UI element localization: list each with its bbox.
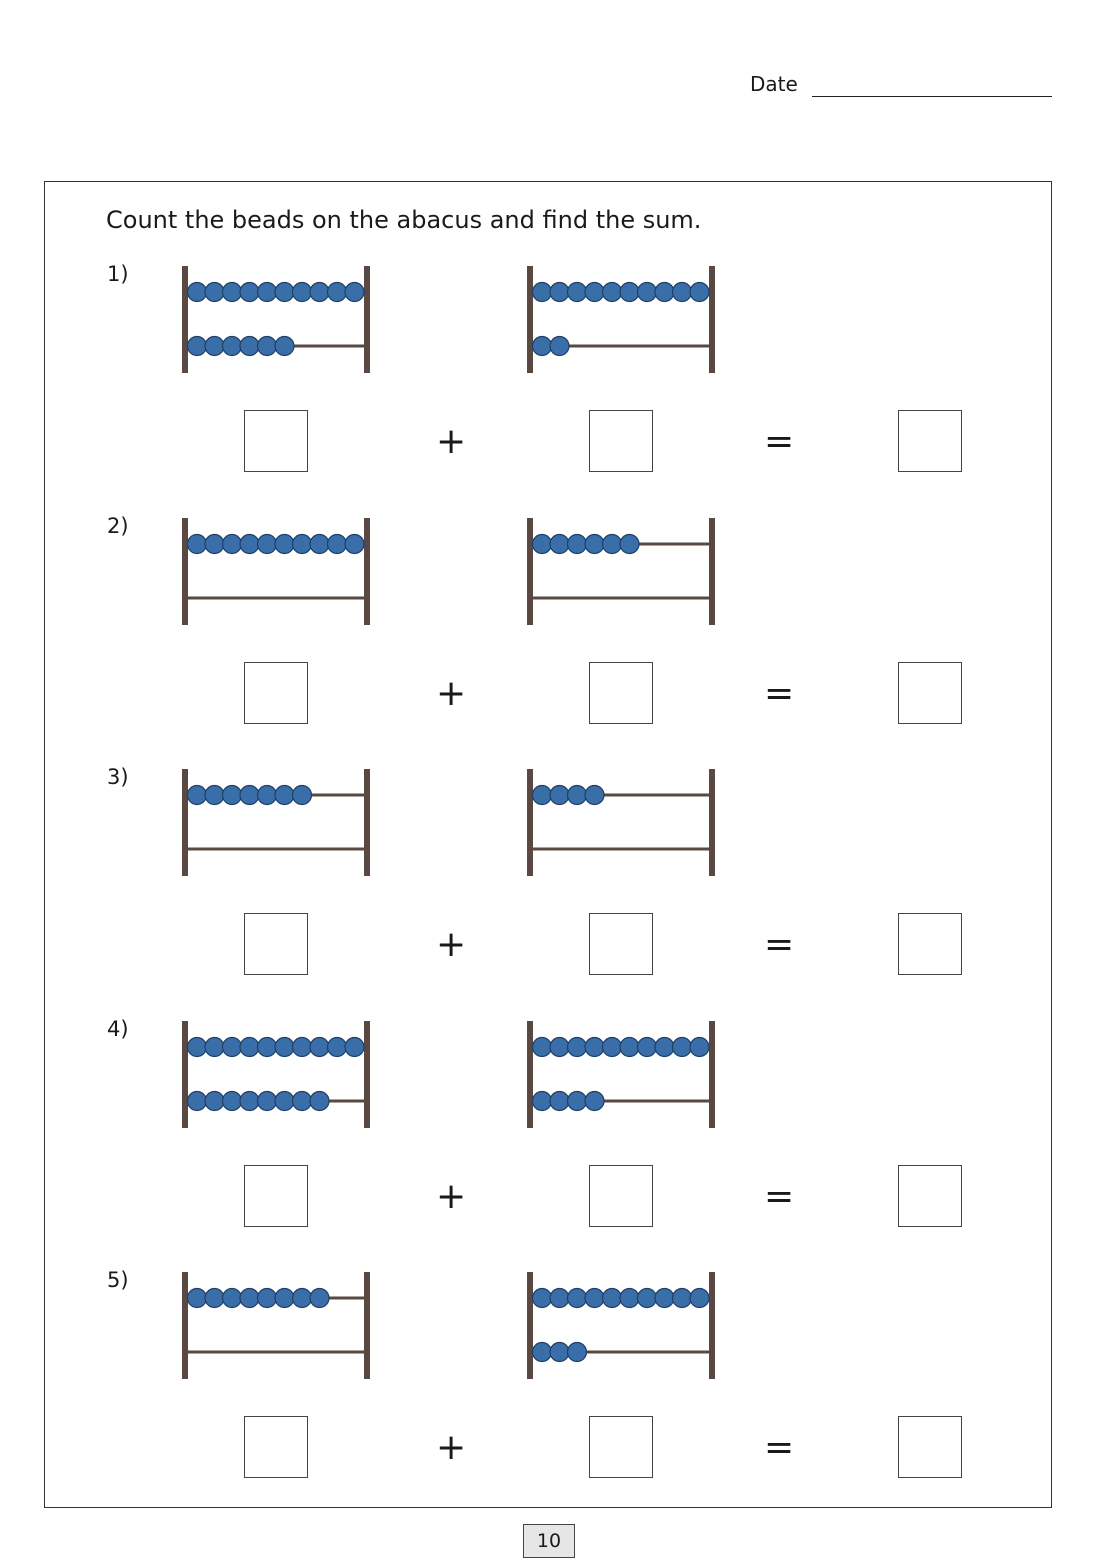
bead (258, 283, 277, 302)
bead (240, 786, 259, 805)
plus-sign: + (436, 924, 467, 965)
sum-box[interactable] (898, 1416, 962, 1478)
bead (223, 534, 242, 553)
equals-sign: = (764, 924, 795, 965)
bead (568, 1289, 587, 1308)
abacus-b-graphic (527, 262, 727, 374)
abacus-left-post (182, 769, 188, 876)
bead (188, 283, 207, 302)
plus-sign: + (436, 1175, 467, 1217)
bead (205, 1037, 224, 1056)
bead (345, 1037, 364, 1056)
abacus-left-post (182, 518, 188, 625)
date-field (750, 72, 1052, 100)
abacus-b (527, 1017, 727, 1129)
bead (533, 786, 552, 805)
bead (568, 1343, 587, 1362)
first-addend-box[interactable] (244, 1416, 308, 1478)
bead (240, 283, 259, 302)
bead (258, 1037, 277, 1056)
bead (533, 1037, 552, 1056)
second-addend-box[interactable] (589, 913, 653, 975)
sum-box[interactable] (898, 913, 962, 975)
bead (293, 283, 312, 302)
bead (655, 1037, 674, 1056)
bead (275, 1091, 294, 1110)
abacus-left-post (527, 769, 533, 876)
abacus-a-graphic (182, 514, 382, 626)
bead (585, 1289, 604, 1308)
bead (638, 283, 657, 302)
bead (275, 534, 294, 553)
bead (603, 283, 622, 302)
abacus-right-post (709, 769, 715, 876)
abacus-b (527, 1268, 727, 1380)
sum-box[interactable] (898, 1165, 962, 1227)
abacus-left-post (527, 518, 533, 625)
abacus-a (182, 1268, 382, 1380)
abacus-left-post (182, 266, 188, 373)
instruction-text: Count the beads on the abacus and find the sum. (106, 206, 702, 234)
bead (690, 1289, 709, 1308)
bead (585, 786, 604, 805)
first-addend-box[interactable] (244, 1165, 308, 1227)
first-addend-box[interactable] (244, 410, 308, 472)
abacus-b-graphic (527, 765, 727, 877)
bead (638, 1289, 657, 1308)
bead (293, 534, 312, 553)
abacus-b-graphic (527, 514, 727, 626)
first-addend-box[interactable] (244, 662, 308, 724)
bead (223, 283, 242, 302)
bead (310, 534, 329, 553)
bead (188, 1091, 207, 1110)
bead (310, 1091, 329, 1110)
bead (568, 534, 587, 553)
abacus-a-graphic (182, 262, 382, 374)
bead (223, 337, 242, 356)
second-addend-box[interactable] (589, 410, 653, 472)
abacus-b-graphic (527, 1268, 727, 1380)
bead (620, 1289, 639, 1308)
bead (585, 283, 604, 302)
bead (673, 283, 692, 302)
bead (188, 534, 207, 553)
bead (568, 283, 587, 302)
bead (310, 283, 329, 302)
date-label: Date (750, 72, 798, 96)
bead (568, 786, 587, 805)
bead (223, 1091, 242, 1110)
bead (673, 1037, 692, 1056)
abacus-a-graphic (182, 1017, 382, 1129)
abacus-left-post (182, 1272, 188, 1379)
bead (568, 1091, 587, 1110)
abacus-a (182, 262, 382, 374)
abacus-a-graphic (182, 765, 382, 877)
bead (275, 1289, 294, 1308)
bead (188, 1289, 207, 1308)
problem-number: 4) (107, 1016, 129, 1041)
abacus-b-graphic (527, 1017, 727, 1129)
bead (533, 1343, 552, 1362)
bead (293, 1037, 312, 1056)
bead (205, 1091, 224, 1110)
equals-sign: = (764, 1175, 795, 1217)
bead (223, 1289, 242, 1308)
bead (293, 1289, 312, 1308)
abacus-b (527, 514, 727, 626)
abacus-a (182, 514, 382, 626)
abacus-right-post (364, 1021, 370, 1128)
bead (240, 1091, 259, 1110)
abacus-right-post (364, 266, 370, 373)
plus-sign: + (436, 1427, 467, 1468)
bead (550, 1037, 569, 1056)
bead (258, 337, 277, 356)
abacus-right-post (709, 266, 715, 373)
bead (673, 1289, 692, 1308)
abacus-right-post (364, 518, 370, 625)
bead (205, 283, 224, 302)
abacus-right-post (364, 1272, 370, 1379)
bead (188, 1037, 207, 1056)
bead (345, 283, 364, 302)
abacus-a (182, 1017, 382, 1129)
problem-number: 2) (107, 513, 129, 538)
bead (328, 283, 347, 302)
bead (275, 786, 294, 805)
bead (328, 534, 347, 553)
first-addend-box[interactable] (244, 913, 308, 975)
bead (533, 1091, 552, 1110)
second-addend-box[interactable] (589, 662, 653, 724)
bead (275, 283, 294, 302)
bead (293, 786, 312, 805)
bead (205, 786, 224, 805)
bead (585, 1037, 604, 1056)
abacus-right-post (364, 769, 370, 876)
abacus-right-post (709, 1021, 715, 1128)
bead (223, 786, 242, 805)
bead (205, 534, 224, 553)
bead (655, 283, 674, 302)
bead (223, 1037, 242, 1056)
bead (585, 1091, 604, 1110)
bead (690, 1037, 709, 1056)
bead (258, 1091, 277, 1110)
abacus-left-post (527, 266, 533, 373)
bead (550, 337, 569, 356)
bead (533, 337, 552, 356)
bead (568, 1037, 587, 1056)
bead (240, 337, 259, 356)
abacus-right-post (709, 1272, 715, 1379)
bead (310, 1289, 329, 1308)
bead (345, 534, 364, 553)
bead (603, 1289, 622, 1308)
bead (550, 283, 569, 302)
date-input-line[interactable] (812, 96, 1052, 97)
bead (188, 337, 207, 356)
problem-number: 3) (107, 765, 129, 789)
abacus-left-post (527, 1272, 533, 1379)
bead (620, 283, 639, 302)
abacus-b (527, 262, 727, 374)
page-number: 10 (523, 1524, 575, 1558)
second-addend-box[interactable] (589, 1165, 653, 1227)
sum-box[interactable] (898, 410, 962, 472)
bead (205, 337, 224, 356)
problem-3 (0, 765, 1104, 1005)
bead (620, 1037, 639, 1056)
bead (550, 534, 569, 553)
equals-sign: = (764, 672, 795, 714)
bead (328, 1037, 347, 1056)
bead (550, 1343, 569, 1362)
problem-2 (0, 514, 1104, 754)
bead (550, 1289, 569, 1308)
abacus-left-post (182, 1021, 188, 1128)
bead (533, 283, 552, 302)
bead (533, 1289, 552, 1308)
abacus-right-post (709, 518, 715, 625)
bead (603, 1037, 622, 1056)
bead (240, 534, 259, 553)
sum-box[interactable] (898, 662, 962, 724)
plus-sign: + (436, 421, 467, 462)
bead (585, 534, 604, 553)
equals-sign: = (764, 1427, 795, 1468)
bead (655, 1289, 674, 1308)
equals-sign: = (764, 421, 795, 462)
bead (550, 786, 569, 805)
bead (275, 337, 294, 356)
bead (275, 1037, 294, 1056)
bead (258, 1289, 277, 1308)
plus-sign: + (436, 672, 467, 714)
abacus-left-post (527, 1021, 533, 1128)
abacus-b (527, 765, 727, 877)
bead (310, 1037, 329, 1056)
second-addend-box[interactable] (589, 1416, 653, 1478)
bead (205, 1289, 224, 1308)
bead (550, 1091, 569, 1110)
bead (188, 786, 207, 805)
bead (620, 534, 639, 553)
bead (293, 1091, 312, 1110)
problem-4 (0, 1017, 1104, 1257)
abacus-a (182, 765, 382, 877)
bead (638, 1037, 657, 1056)
problem-1 (0, 262, 1104, 502)
bead (690, 283, 709, 302)
bead (533, 534, 552, 553)
bead (240, 1289, 259, 1308)
bead (603, 534, 622, 553)
problem-5 (0, 1268, 1104, 1508)
abacus-a-graphic (182, 1268, 382, 1380)
problem-number: 1) (107, 262, 129, 286)
bead (258, 534, 277, 553)
bead (258, 786, 277, 805)
problem-number: 5) (107, 1268, 129, 1292)
bead (240, 1037, 259, 1056)
